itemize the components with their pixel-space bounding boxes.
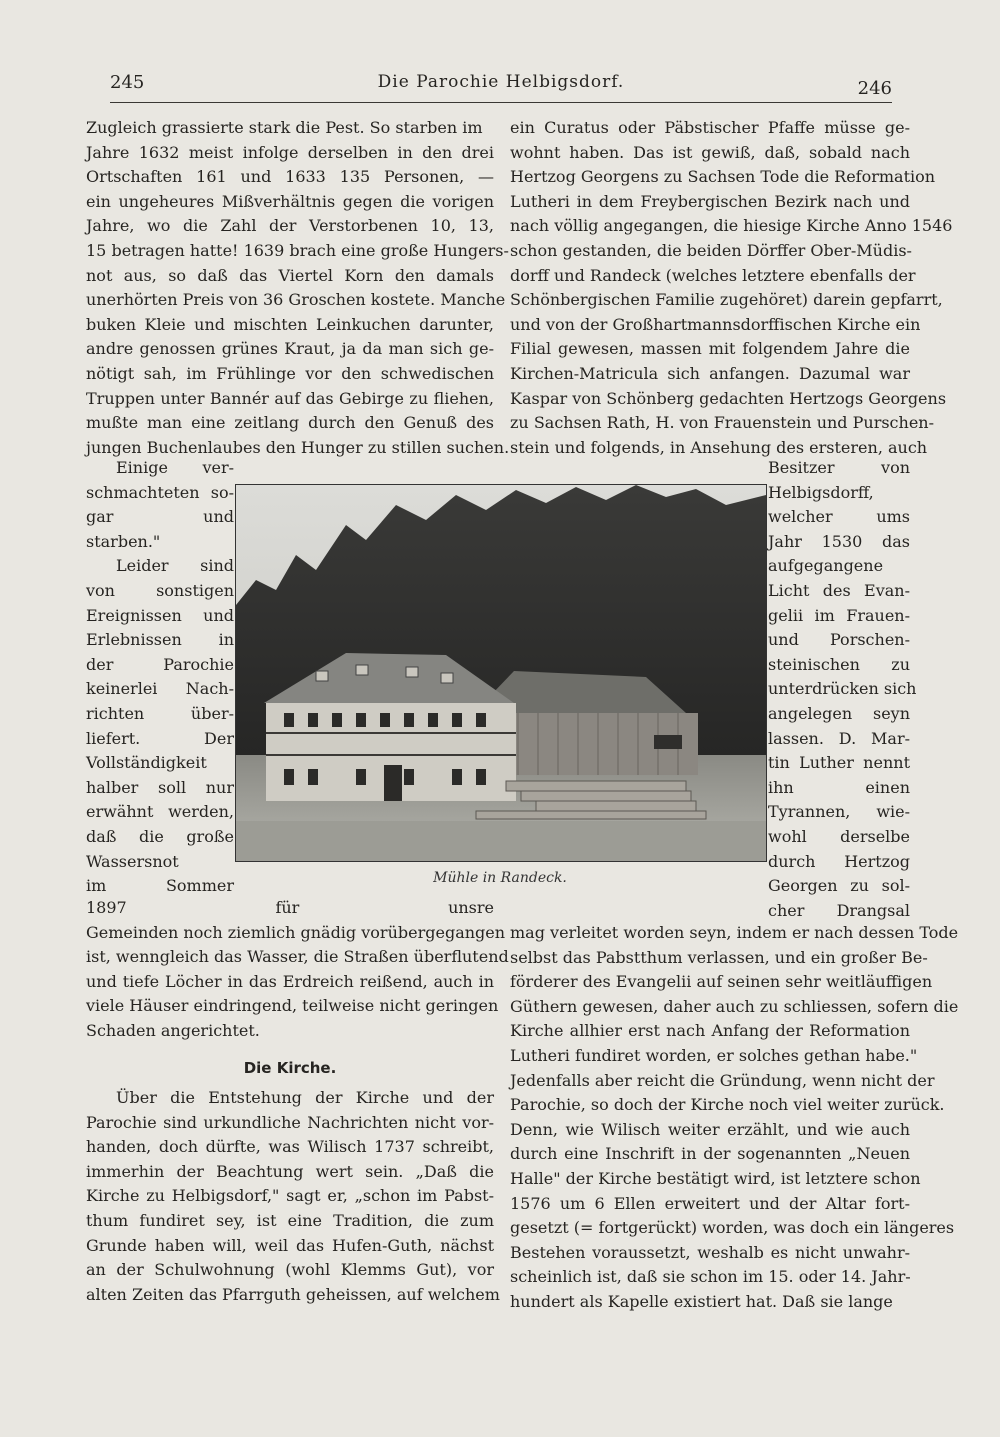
text-line: Bestehen voraussetzt, weshalb es nicht unwahr- <box>510 1242 910 1262</box>
text-line: handen, doch dürfte, was Wilisch 1737 schreibt, <box>86 1137 494 1157</box>
text-line: und tiefe Löcher in das Erdreich reißend, auch in <box>86 971 494 991</box>
text-line: keinerlei Nach- <box>86 679 234 699</box>
text-line: ihn einen <box>768 777 910 797</box>
left-column-wrap-text <box>86 456 234 899</box>
text-line: Kirche zu Helbigsdorf," sagt er, „schon im Pabst- <box>86 1186 494 1206</box>
text-line: Georgen zu sol- <box>768 876 910 896</box>
text-line: immerhin der Beachtung wert sein. „Daß die <box>86 1161 494 1181</box>
text-line: Filial gewesen, massen mit folgendem Jahre die <box>510 339 910 359</box>
text-line: dorff und Randeck (welches letztere ebenfalls der <box>510 265 916 285</box>
text-line: daß die große <box>86 826 234 846</box>
text-line: wohl derselbe <box>768 826 910 846</box>
text-line: scheinlich ist, daß sie schon im 15. oder 14. Jahr- <box>510 1267 911 1287</box>
text-line: ein ungeheures Mißverhältnis gegen die vorigen <box>86 191 494 211</box>
text-line: Jedenfalls aber reicht die Gründung, wenn nicht der <box>510 1070 935 1090</box>
right-column-bottom-text <box>510 921 959 1315</box>
text-line: aufgegangene <box>768 556 884 576</box>
left-column-bottom-text <box>86 896 509 1044</box>
text-line: förderer des Evangelii auf seinen sehr weitläuffigen <box>510 972 933 992</box>
text-line: not aus, so daß das Viertel Korn den damals <box>86 265 494 285</box>
text-line: Lutheri fundiret worden, er solches gethan habe." <box>510 1045 918 1065</box>
paragraph <box>86 1086 500 1307</box>
text-line: durch Hertzog <box>768 851 910 871</box>
text-line: Ortschaften 161 und 1633 135 Personen, — <box>86 167 494 187</box>
section-body-text <box>86 1086 500 1307</box>
text-line: Güthern gewesen, daher auch zu schliessen, sofern die <box>510 996 959 1016</box>
text-line: Jahre 1632 meist infolge derselben in den drei <box>86 142 494 162</box>
photo-caption: Mühle in Randeck. <box>433 870 567 886</box>
page-number-right: 246 <box>857 78 892 99</box>
text-line: und von der Großhartmannsdorffischen Kirche ein <box>510 314 921 334</box>
text-line: andre genossen grünes Kraut, ja da man sich ge- <box>86 339 494 359</box>
text-line: Tyrannen, wie- <box>768 802 910 822</box>
text-line: ein Curatus oder Päbstischer Pfaffe müsse ge- <box>510 118 910 137</box>
text-line: Grunde haben will, weil das Hufen-Guth, nächst <box>86 1235 494 1255</box>
paragraph <box>86 116 510 460</box>
text-line: schmachteten so- <box>86 482 234 502</box>
text-line: selbst das Pabstthum verlassen, und ein großer Be- <box>510 947 928 967</box>
text-line: Kaspar von Schönberg gedachten Hertzogs Georgens <box>510 388 947 408</box>
text-line: Truppen unter Bannér auf das Gebirge zu fliehen, <box>86 388 494 408</box>
text-line: mußte man eine zeitlang durch den Genuß des <box>86 413 494 433</box>
text-line: Kirchen-Matricula sich anfangen. Dazumal war <box>510 363 910 383</box>
text-line: angelegen seyn <box>768 703 910 723</box>
text-line: thum fundiret sey, ist eine Tradition, die zum <box>86 1210 494 1230</box>
right-column-wrap-text <box>768 456 917 923</box>
text-line: hundert als Kapelle existiert hat. Daß sie lange <box>510 1291 893 1311</box>
text-line: wohnt haben. Das ist gewiß, daß, sobald nach <box>510 142 910 162</box>
text-line: buken Kleie und mischten Leinkuchen darunter, <box>86 314 494 334</box>
text-line: im Sommer <box>86 876 234 896</box>
text-line: der Parochie <box>86 654 234 674</box>
running-header <box>110 66 892 103</box>
text-line: unerhörten Preis von 36 Groschen kostete. Manche <box>86 290 506 310</box>
text-line: mag verleitet worden seyn, indem er nach dessen Tode <box>510 923 959 942</box>
running-title: Die Parochie Helbigsdorf. <box>377 72 625 92</box>
text-line: Gemeinden noch ziemlich gnädig vorübergegangen <box>86 922 506 942</box>
text-line: tin Luther nennt <box>768 753 910 773</box>
text-line: Hertzog Georgens zu Sachsen Tode die Reformation <box>510 167 936 187</box>
text-line: Jahre, wo die Zahl der Verstorbenen 10, 13, <box>86 216 494 236</box>
text-line: Denn, wie Wilisch weiter erzählt, und wie auch <box>510 1119 910 1139</box>
text-line: Vollständigkeit <box>86 753 207 773</box>
text-line: gesetzt (= fortgerückt) worden, was doch ein längeres <box>510 1218 955 1238</box>
text-line: Über die Entstehung der Kirche und der <box>116 1088 494 1107</box>
text-line: cher Drangsal <box>768 900 910 920</box>
mill-photograph <box>235 484 767 862</box>
text-line: jungen Buchenlaubes den Hunger zu stillen suchen. <box>86 437 510 457</box>
text-line: nötigt sah, im Frühlinge vor den schwedischen <box>86 363 494 383</box>
text-line: richten über- <box>86 703 234 723</box>
text-line: Schönbergischen Familie zugehöret) darein gepfarrt, <box>510 290 943 310</box>
text-line: erwähnt werden, <box>86 802 234 822</box>
text-line: 1897 für unsre <box>86 898 494 917</box>
text-line: durch eine Inschrift in der sogenannten „Neuen <box>510 1144 910 1164</box>
text-line: halber soll nur <box>86 777 234 797</box>
page-number-left: 245 <box>110 72 145 93</box>
text-line: gar und <box>86 507 234 527</box>
text-line: starben." <box>86 531 161 551</box>
text-line: lassen. D. Mar- <box>768 728 910 748</box>
text-line: Kirche allhier erst nach Anfang der Reformation <box>510 1021 910 1041</box>
text-line: alten Zeiten das Pfarrguth geheissen, auf welchem <box>86 1284 500 1304</box>
left-column-top-text <box>86 116 510 460</box>
text-line: Schaden angerichtet. <box>86 1020 260 1040</box>
text-line: an der Schulwohnung (wohl Klemms Gut), vor <box>86 1260 494 1280</box>
paragraph <box>768 456 917 923</box>
text-line: von sonstigen <box>86 580 234 600</box>
text-line: Licht des Evan- <box>768 580 910 600</box>
text-line: gelii im Frauen- <box>768 605 910 625</box>
text-line: Erlebnissen in <box>86 630 234 650</box>
text-line: ist, wenngleich das Wasser, die Straßen überflutend <box>86 947 509 967</box>
paragraph <box>510 116 953 460</box>
text-line: 15 betragen hatte! 1639 brach eine große Hungers- <box>86 240 509 260</box>
paragraph <box>86 456 234 899</box>
paragraph <box>86 896 509 1044</box>
text-line: Besitzer von <box>768 458 910 477</box>
text-line: Einige ver- <box>116 458 234 477</box>
paragraph <box>510 921 959 1315</box>
text-line: welcher ums <box>768 507 910 527</box>
text-line: unterdrücken sich <box>768 679 917 699</box>
text-line: Zugleich grassierte stark die Pest. So starben im <box>86 118 483 137</box>
text-line: nach völlig angegangen, die hiesige Kirche Anno 1546 <box>510 216 953 236</box>
text-line: Jahr 1530 das <box>768 531 910 551</box>
text-line: zu Sachsen Rath, H. von Frauenstein und Purschen- <box>510 413 934 433</box>
text-line: Parochie sind urkundliche Nachrichten nicht vor- <box>86 1112 494 1132</box>
text-line: 1576 um 6 Ellen erweitert und der Altar fort- <box>510 1193 910 1213</box>
text-line: steinischen zu <box>768 654 910 674</box>
text-line: schon gestanden, die beiden Dörffer Ober-Müdis- <box>510 240 912 260</box>
text-line: stein und folgends, in Ansehung des ersteren, auch <box>510 437 928 457</box>
right-column-top-text <box>510 116 953 460</box>
text-line: viele Häuser eindringend, teilweise nicht geringen <box>86 996 499 1016</box>
text-line: liefert. Der <box>86 728 234 748</box>
section-heading: Die Kirche. <box>243 1059 337 1077</box>
text-line: und Porschen- <box>768 630 910 650</box>
text-line: Lutheri in dem Freybergischen Bezirk nach und <box>510 191 910 211</box>
text-line: Wassersnot <box>86 851 179 871</box>
text-line: Leider sind <box>116 556 234 576</box>
text-line: Ereignissen und <box>86 605 234 625</box>
text-line: Helbigsdorff, <box>768 482 874 502</box>
text-line: Parochie, so doch der Kirche noch viel weiter zurück. <box>510 1095 945 1115</box>
text-line: Halle" der Kirche bestätigt wird, ist letztere schon <box>510 1168 921 1188</box>
